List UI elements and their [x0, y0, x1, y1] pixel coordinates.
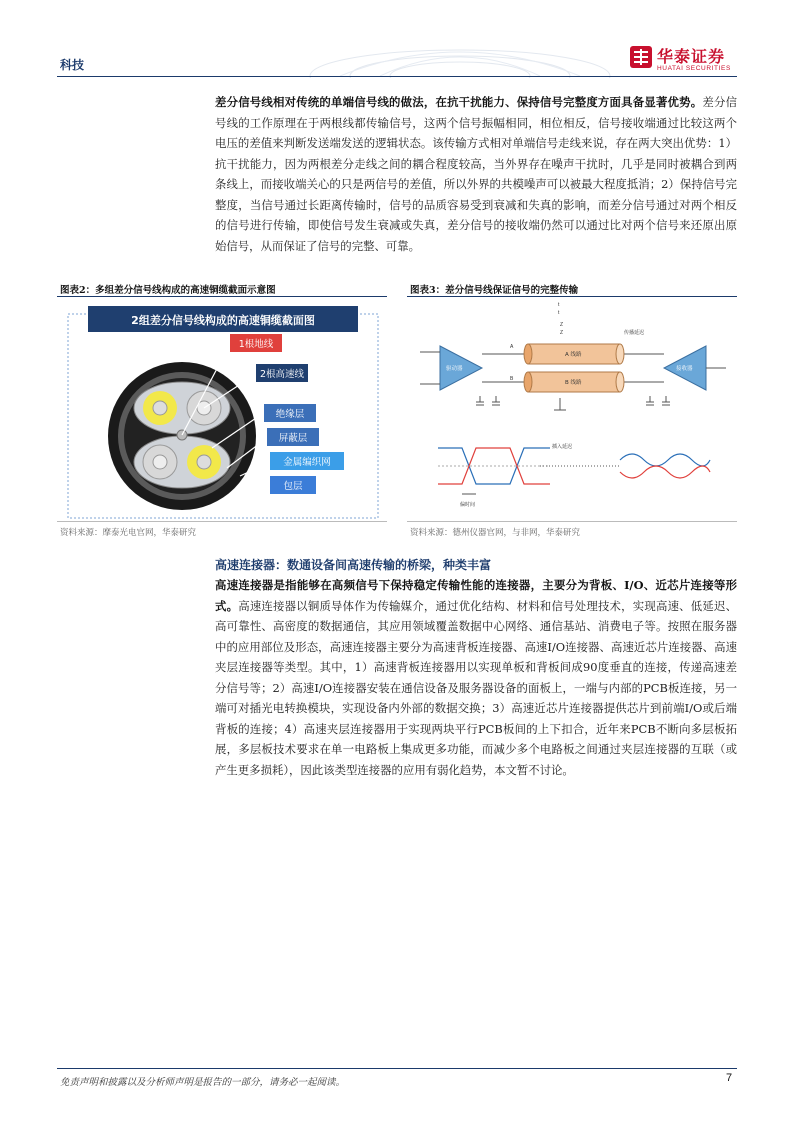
- label-insulation-text: 绝缘层: [275, 409, 305, 420]
- waveform-received-a: [620, 454, 710, 466]
- svg-text:t: t: [558, 310, 560, 316]
- paragraph-lead: 高速连接器是指能够在高频信号下保持稳定传输性能的连接器，主要分为背板、I/O、近芯片连接等形式。: [215, 578, 737, 613]
- paragraph-connectors: [215, 575, 737, 780]
- svg-text:t: t: [558, 302, 560, 308]
- figure3-title: 图表3：差分信号线保证信号的完整传输: [410, 285, 579, 296]
- header-decoration: [300, 28, 630, 78]
- svg-text:Z: Z: [560, 322, 564, 328]
- svg-text:B: B: [510, 376, 514, 382]
- logo-text-cn: 华泰证券: [657, 47, 726, 66]
- figure3-source-rule: [407, 521, 737, 522]
- label-braid-text: 金属编织网: [283, 457, 331, 468]
- offset-time-label: 偏时间: [460, 502, 476, 508]
- line-b-label: B 线路: [565, 380, 582, 386]
- paragraph-differential-signals: [215, 92, 737, 256]
- figure2-source: 资料来源：摩泰光电官网，华泰研究: [60, 528, 197, 538]
- transmission-delay-label: 传播延迟: [624, 330, 645, 336]
- label-jacket-text: 包层: [283, 481, 303, 492]
- conductor-core: [153, 455, 167, 469]
- section-heading: 高速连接器：数通设备间高速传输的桥梁，种类丰富: [215, 558, 492, 572]
- figure2-cable-cross-section: [62, 298, 384, 520]
- huatai-logo-icon: [630, 46, 652, 68]
- receiver-label: 接收器: [676, 366, 693, 372]
- label-shield-text: 屏蔽层: [278, 433, 308, 444]
- conductor-core: [197, 455, 211, 469]
- svg-text:A: A: [510, 344, 514, 350]
- figure2-source-rule: [57, 521, 387, 522]
- section-label: 科技: [60, 58, 85, 72]
- logo-text-en: HUATAI SECURITIES: [657, 65, 731, 72]
- label-ground-text: 1根地线: [238, 339, 274, 350]
- insertion-delay-label: 插入延迟: [552, 444, 573, 450]
- figure3-source: 资料来源：德州仪器官网，与非网，华泰研究: [410, 528, 581, 538]
- figure2-banner-text: 2组差分信号线构成的高速铜缆截面图: [131, 314, 315, 327]
- label-highspeed-text: 2根高速线: [259, 369, 305, 380]
- company-logo: [630, 46, 740, 76]
- figure3-rule: [407, 296, 737, 297]
- paragraph-lead: 差分信号线相对传统的单端信号线的做法，在抗干扰能力、保持信号完整度方面具备显著优势。: [215, 95, 703, 109]
- header-rule: [57, 76, 737, 77]
- waveform-received-b: [620, 466, 710, 478]
- footer-rule: [57, 1068, 737, 1069]
- line-a-label: A 线路: [565, 352, 582, 358]
- paragraph-body: 高速连接器以铜质导体作为传输媒介，通过优化结构、材料和信号处理技术，实现高速、低延迟、高可靠性、高密度的数据通信，其应用领域覆盖数据中心网络、通信基站、消费电子等。按照在服务器中的应用部位及形态，高速连接器主要分为高速背板连接器、高速I/O连接器、高速近芯片连接器、高速夹层连接器等类型。其中，1）高速背板连接器用以实现单板和背板间成90度垂直的连接，传递高速差分信号等；2）高速I/O连接器安装在通信设备及服务器设备的面板上，一端与内部的PCB板连接，另一端可对插光电转换模块，实现设备内外部的数据交换；3）高速近芯片连接器提供芯片到前端I/O或后端背板的连接；4）高速夹层连接器用于实现两块平行PCB板间的上下扣合，近年来PCB不断向多层板拓展，多层板技术要求在单一电路板上集成更多功能，而减少多个电路板之间通过夹层连接器的互联（或产生更多损耗），因此该类型连接器的应用有弱化趋势，本文暂不讨论。: [215, 598, 737, 777]
- conductor-core: [153, 401, 167, 415]
- footer-disclaimer: 免责声明和披露以及分析师声明是报告的一部分，请务必一起阅读。: [60, 1077, 346, 1088]
- figure2-rule: [57, 296, 387, 297]
- figure2-title: 图表2：多组差分信号线构成的高速铜缆截面示意图: [60, 285, 276, 296]
- svg-text:Z: Z: [560, 330, 564, 336]
- page-number: 7: [726, 1072, 733, 1084]
- driver-label: 驱动器: [446, 366, 463, 372]
- figure3-signal-integrity-diagram: [410, 298, 736, 520]
- paragraph-body: 差分信号线的工作原理在于两根线都传输信号，这两个信号振幅相同，相位相反，信号接收端通过比较这两个电压的差值来判断发送端发送的逻辑状态。该传输方式相对单端信号走线来说，存在两大突出优势：1）抗干扰能力，因为两根差分走线之间的耦合程度较高，当外界存在噪声干扰时，几乎是同时被耦合到两条线上，而接收端关心的只是两信号的差值，所以外界的共模噪声可以被最大程度抵消；2）保持信号完整度，当信号通过长距离传输时，信号的品质容易受到衰减和失真的影响，而差分信号通过对两个相反的信号进行传输，即使信号发生衰减或失真，差分信号的接收端仍然可以通过比对两个信号来还原出原始信号，从而保证了信号的完整、可靠。: [215, 95, 737, 253]
